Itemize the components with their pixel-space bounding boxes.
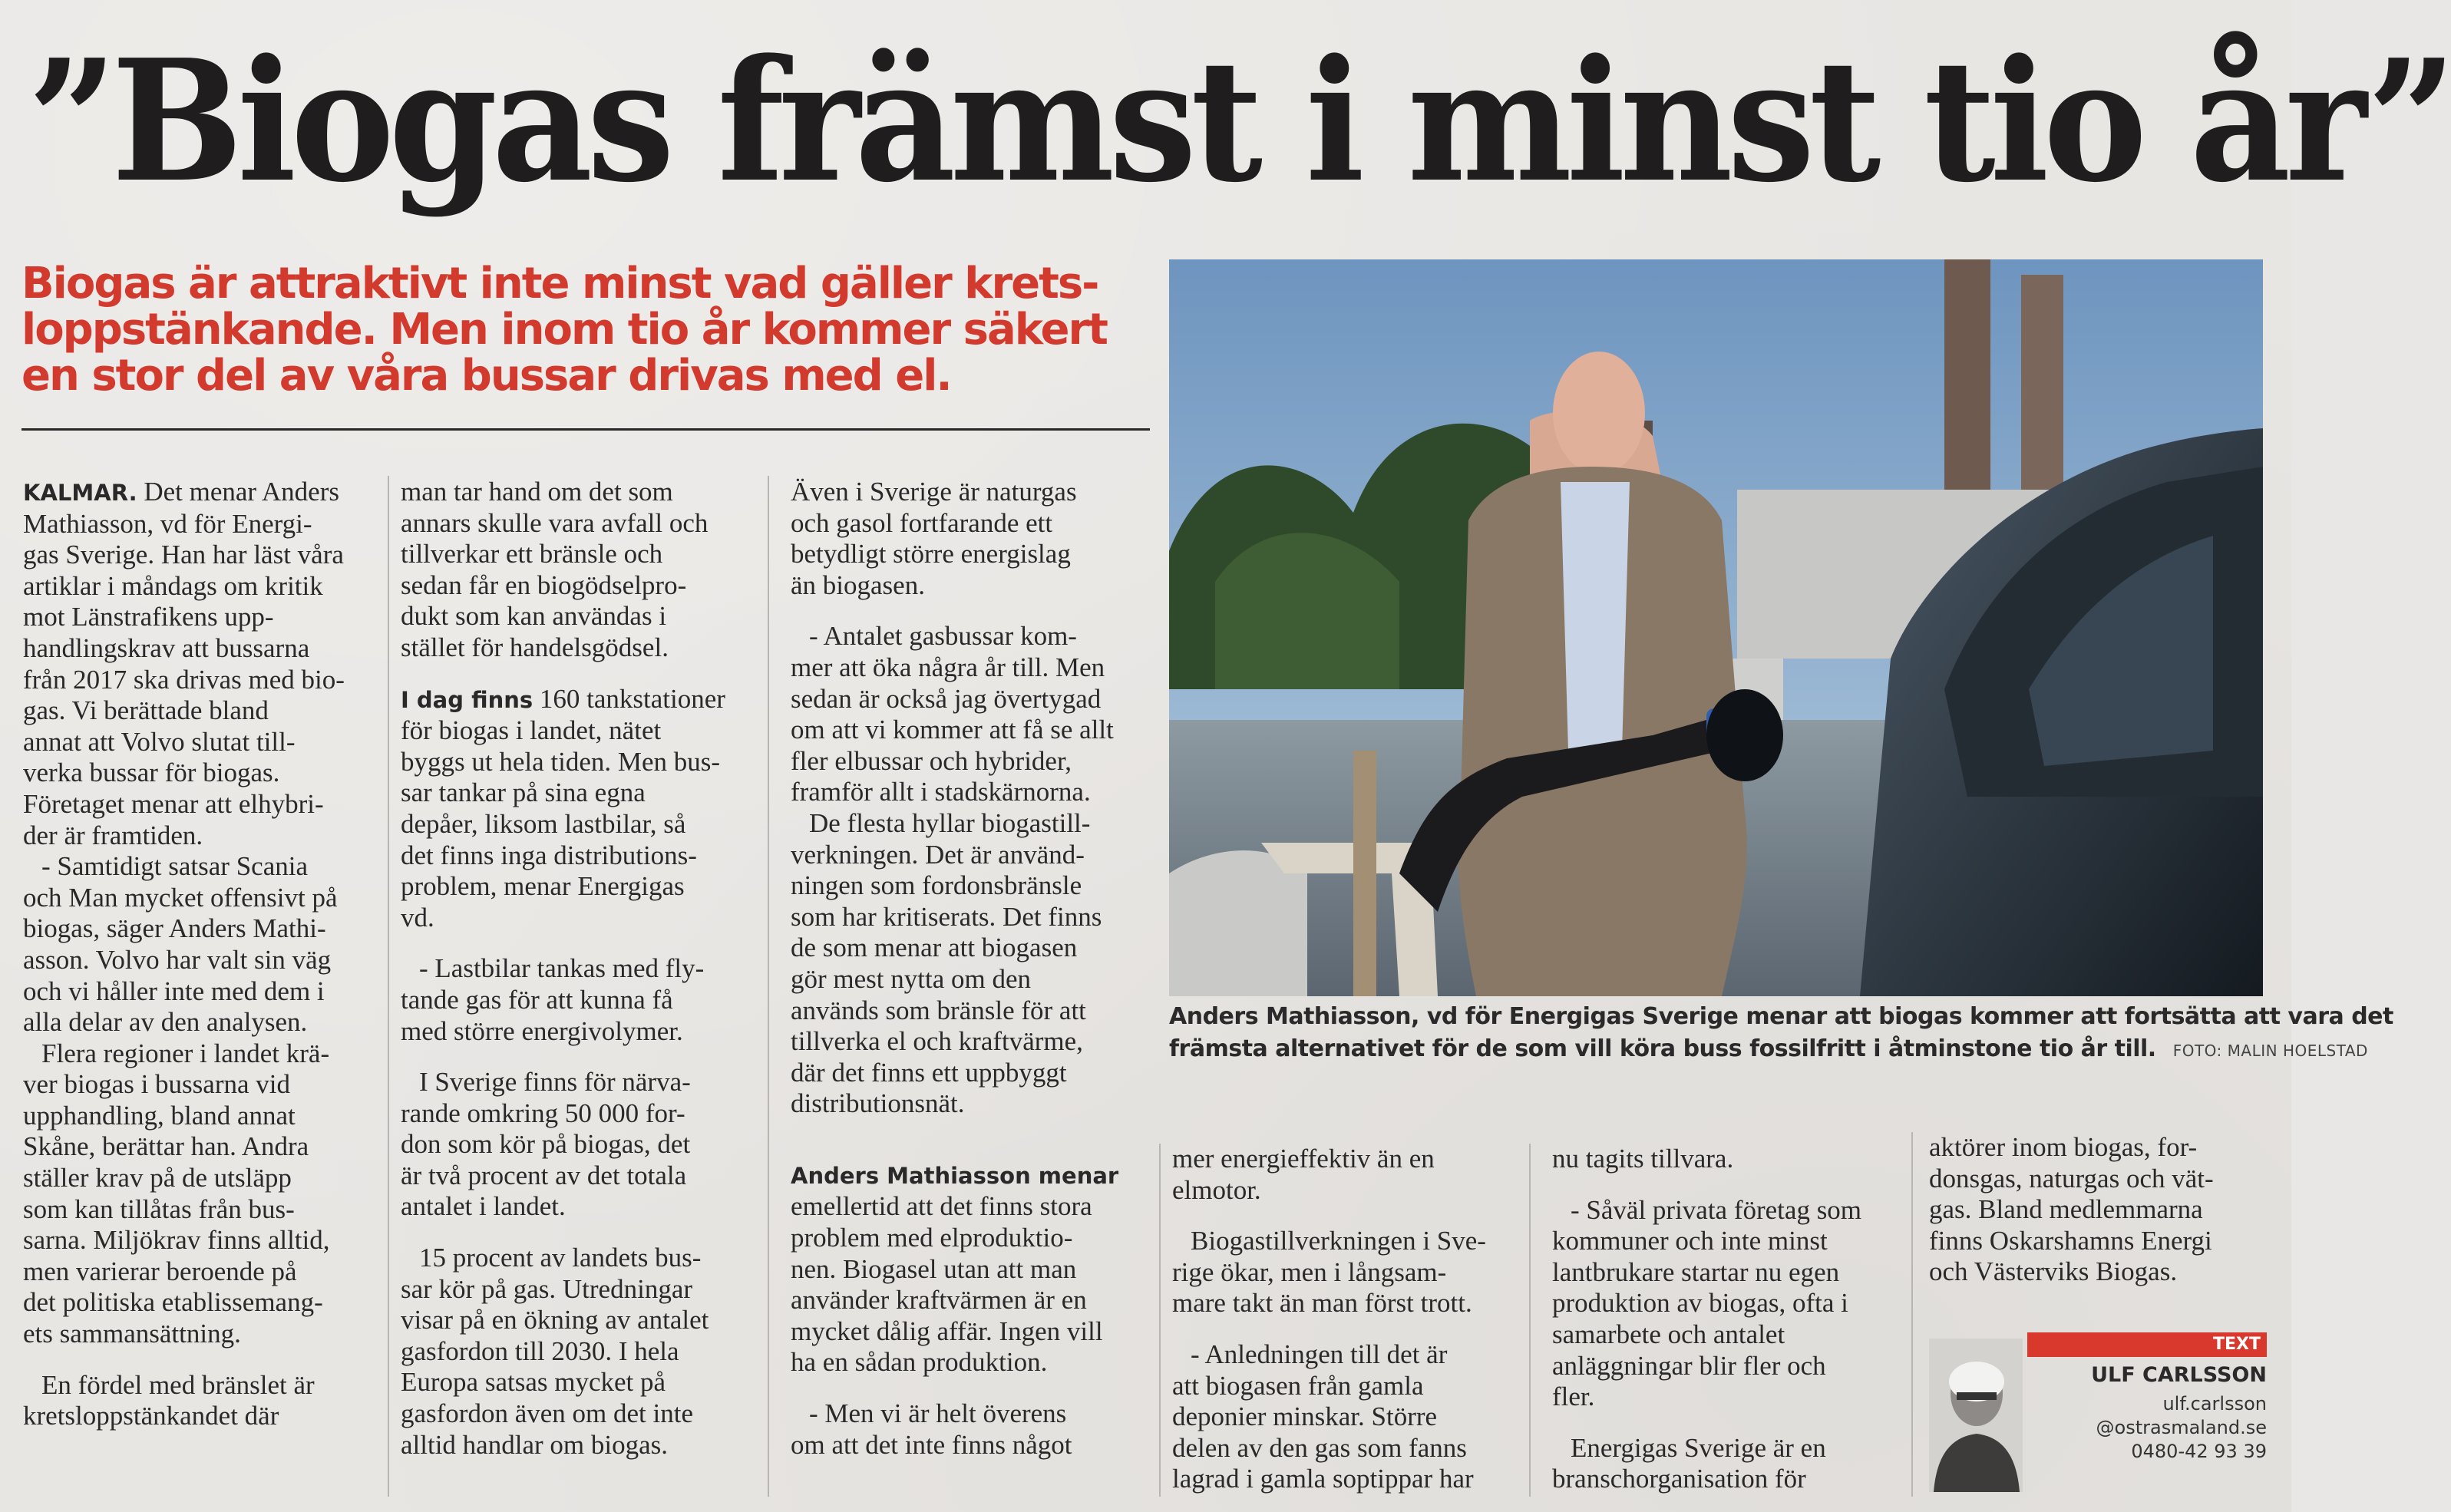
headline: ”Biogas främst i minst tio år” xyxy=(28,23,2451,220)
article-column-2 xyxy=(401,477,755,1461)
article-line: än biogasen. xyxy=(791,569,925,600)
paragraph-gap xyxy=(401,664,755,684)
caption-line-1: Anders Mathiasson, vd för Energigas Sverige menar att biogas kommer att fortsätta att vara det xyxy=(1169,1003,2393,1030)
paragraph-gap xyxy=(791,1120,1153,1140)
article-column-1 xyxy=(23,477,376,1432)
article-line: gör mest nytta om den xyxy=(791,963,1032,994)
article-line: och Västerviks Biogas. xyxy=(1929,1256,2178,1287)
caption-line-2-text: främsta alternativet för de som vill köra buss fossilfritt i åtminstone tio år till. xyxy=(1169,1035,2156,1062)
paragraph-gap xyxy=(401,1047,755,1067)
column-divider xyxy=(1529,1144,1531,1497)
article-line: är två procent av det totala xyxy=(401,1160,687,1190)
subheading-lead: I dag finns xyxy=(401,686,533,713)
article-column-4 xyxy=(1172,1144,1519,1495)
article-line: 15 procent av landets bus- xyxy=(419,1243,702,1273)
article-line: om att det inte finns något xyxy=(791,1429,1072,1460)
author-portrait-illustration xyxy=(1929,1339,2023,1492)
article-line: där det finns ett uppbyggt xyxy=(791,1057,1067,1088)
article-line: används som bränsle för att xyxy=(791,995,1086,1025)
article-column-3 xyxy=(791,477,1153,1461)
article-line: mer att öka några år till. Men xyxy=(791,652,1105,682)
article-column-5 xyxy=(1552,1144,1898,1495)
photo-illustration xyxy=(1169,259,2263,996)
article-line: gas. Vi berättade bland xyxy=(23,695,269,726)
article-line: der är framtiden. xyxy=(23,820,203,850)
author-byline xyxy=(1929,1332,2267,1494)
article-line: sar kör på gas. Utredningar xyxy=(401,1273,693,1304)
author-contact xyxy=(2096,1392,2267,1464)
article-line: Flera regioner i landet krä- xyxy=(41,1038,330,1068)
article-line: produktion av biogas, ofta i xyxy=(1552,1288,1848,1319)
article-line: gasfordon även om det inte xyxy=(401,1398,694,1429)
article-line: och Man mycket offensivt på xyxy=(23,882,338,913)
ingress-divider xyxy=(21,428,1150,431)
photo-credit: FOTO: MALIN HOELSTAD xyxy=(2172,1042,2368,1060)
article-line: det finns inga distributions- xyxy=(401,840,697,870)
article-line: vd. xyxy=(401,902,434,933)
article-line: don som kör på biogas, det xyxy=(401,1129,691,1160)
article-line: Även i Sverige är naturgas xyxy=(791,477,1077,507)
article-line: använder kraftvärmen är en xyxy=(791,1285,1087,1316)
article-line: mycket dålig affär. Ingen vill xyxy=(791,1316,1103,1346)
article-line: De flesta hyllar biogastill- xyxy=(809,807,1091,838)
article-line: lantbrukare startar nu egen xyxy=(1552,1256,1840,1287)
article-line: det politiska etablissemang- xyxy=(23,1287,323,1318)
paragraph-gap xyxy=(1552,1413,1898,1433)
article-line: handlingskrav att bussarna xyxy=(23,632,310,663)
article-line: fler. xyxy=(1552,1382,1595,1412)
article-line: antalet i landet. xyxy=(401,1191,566,1222)
article-line: anläggningar blir fler och xyxy=(1552,1350,1826,1381)
article-line: och vi håller inte med dem i xyxy=(23,976,325,1006)
photo-caption xyxy=(1169,1001,2393,1067)
article-line: man tar hand om det som xyxy=(401,477,673,507)
article-column-6 xyxy=(1929,1132,2272,1288)
ingress xyxy=(21,261,1173,399)
article-line: och gasol fortfarande ett xyxy=(791,507,1053,538)
article-line: sedan är också jag övertygad xyxy=(791,683,1102,714)
article-line: verkningen. Det är använd- xyxy=(791,839,1085,870)
article-line: kretsloppstänkandet där xyxy=(23,1401,279,1431)
article-line: rige ökar, men i långsam- xyxy=(1172,1256,1447,1287)
article-line: distributionsnät. xyxy=(791,1088,965,1119)
article-line: mot Länstrafikens upp- xyxy=(23,602,274,632)
column-divider xyxy=(1911,1132,1913,1497)
article-line: tande gas för att kunna få xyxy=(401,984,673,1015)
article-line: fler elbussar och hybrider, xyxy=(791,745,1072,776)
paragraph-gap xyxy=(401,1223,755,1243)
article-line: nen. Biogasel utan att man xyxy=(791,1253,1077,1284)
article-line: En fördel med bränslet är xyxy=(41,1369,315,1400)
article-line: byggs ut hela tiden. Men bus- xyxy=(401,746,721,777)
article-line: branschorganisation för xyxy=(1552,1464,1806,1494)
article-line: Mathiasson, vd för Energi- xyxy=(23,508,312,539)
article-line: delen av den gas som fanns xyxy=(1172,1432,1467,1463)
subheading-lead: Anders Mathiasson menar xyxy=(791,1162,1119,1189)
author-email-domain: @ostrasmaland.se xyxy=(2096,1417,2267,1438)
byline-label: TEXT xyxy=(2027,1332,2267,1357)
article-line: asson. Volvo har valt sin väg xyxy=(23,944,332,975)
article-line: annars skulle vara avfall och xyxy=(401,507,709,538)
article-line: tillverka el och kraftvärme, xyxy=(791,1026,1083,1057)
article-line: gas Sverige. Han har läst våra xyxy=(23,540,344,570)
article-line: Biogastillverkningen i Sve- xyxy=(1191,1226,1486,1256)
article-line: - Såväl privata företag som xyxy=(1571,1194,1862,1225)
article-line xyxy=(791,1160,1153,1192)
article-line: kommuner och inte minst xyxy=(1552,1226,1828,1256)
article-line-text: Det menar Anders xyxy=(137,477,339,507)
article-line: om att vi kommer att få se allt xyxy=(791,715,1114,745)
article-line: sar tankar på sina egna xyxy=(401,777,646,808)
article-line: sedan får en biogödselpro- xyxy=(401,569,687,600)
article-line: depåer, liksom lastbilar, så xyxy=(401,808,686,839)
author-name: ULF CARLSSON xyxy=(2091,1363,2267,1387)
article-line xyxy=(401,684,755,716)
article-line: sarna. Miljökrav finns alltid, xyxy=(23,1225,330,1256)
article-line: - Anledningen till det är xyxy=(1191,1339,1448,1369)
article-line: visar på en ökning av antalet xyxy=(401,1305,709,1335)
article-line: verka bussar för biogas. xyxy=(23,758,280,788)
article-line-text: 160 tankstationer xyxy=(533,683,725,714)
article-line: biogas, säger Anders Mathi- xyxy=(23,913,326,944)
article-line: ningen som fordonsbränsle xyxy=(791,870,1082,901)
article-line: alltid handlar om biogas. xyxy=(401,1429,668,1460)
article-line: men varierar beroende på xyxy=(23,1256,297,1286)
ingress-line: Biogas är attraktivt inte minst vad gäller krets- xyxy=(21,259,1098,309)
article-line: samarbete och antalet xyxy=(1552,1319,1785,1349)
article-line: dukt som kan användas i xyxy=(401,601,667,632)
article-line: rande omkring 50 000 for- xyxy=(401,1098,685,1128)
article-line: med större energivolymer. xyxy=(401,1015,683,1046)
article-line: stället för handelsgödsel. xyxy=(401,632,669,662)
article-line: deponier minskar. Större xyxy=(1172,1401,1438,1432)
caption-line-2 xyxy=(1169,1033,2368,1067)
article-line: problem, menar Energigas xyxy=(401,871,685,902)
author-portrait xyxy=(1929,1339,2023,1492)
article-photo xyxy=(1169,259,2263,996)
article-line: nu tagits tillvara. xyxy=(1552,1144,1734,1174)
author-phone: 0480-42 93 39 xyxy=(2131,1441,2267,1462)
article-line: som har kritiserats. Det finns xyxy=(791,901,1102,932)
article-line: för biogas i landet, nätet xyxy=(401,715,662,746)
column-divider xyxy=(1159,1144,1161,1497)
article-line: alla delar av den analysen. xyxy=(23,1007,308,1038)
article-line: finns Oskarshamns Energi xyxy=(1929,1225,2212,1256)
article-line xyxy=(23,477,376,509)
article-line: annat att Volvo slutat till- xyxy=(23,726,296,757)
article-line: som kan tillåtas från bus- xyxy=(23,1193,295,1224)
paragraph-gap xyxy=(1552,1175,1898,1195)
article-line: tillverkar ett bränsle och xyxy=(401,539,663,569)
article-line: mer energieffektiv än en xyxy=(1172,1144,1435,1174)
ingress-line: en stor del av våra bussar drivas med el. xyxy=(21,351,951,401)
article-line: betydligt större energislag xyxy=(791,539,1071,569)
dateline: KALMAR. xyxy=(23,480,137,506)
paragraph-gap xyxy=(401,933,755,953)
column-divider xyxy=(388,476,389,1497)
article-line: lagrad i gamla soptippar har xyxy=(1172,1464,1474,1494)
article-line: Skåne, berättar han. Andra xyxy=(23,1131,309,1162)
paragraph-gap xyxy=(791,1140,1153,1160)
paragraph-gap xyxy=(791,1378,1153,1398)
column-divider xyxy=(768,476,769,1497)
article-line: emellertid att det finns stora xyxy=(791,1191,1092,1222)
article-line: de som menar att biogasen xyxy=(791,933,1078,963)
ingress-line: loppstänkande. Men inom tio år kommer säkert xyxy=(21,305,1107,355)
article-line: - Men vi är helt överens xyxy=(809,1398,1067,1429)
article-line: ha en sådan produktion. xyxy=(791,1347,1048,1378)
article-line: - Antalet gasbussar kom- xyxy=(809,621,1077,652)
article-line: gasfordon till 2030. I hela xyxy=(401,1335,679,1366)
article-line: elmotor. xyxy=(1172,1174,1261,1205)
article-line: gas. Bland medlemmarna xyxy=(1929,1194,2203,1225)
paragraph-gap xyxy=(23,1350,376,1370)
article-line: framför allt i stadskärnorna. xyxy=(791,777,1091,807)
article-line: Energigas Sverige är en xyxy=(1571,1432,1826,1463)
article-line: ets sammansättning. xyxy=(23,1319,241,1349)
article-line: att biogasen från gamla xyxy=(1172,1370,1424,1401)
article-line: artiklar i måndags om kritik xyxy=(23,570,323,601)
paragraph-gap xyxy=(1172,1206,1519,1226)
article-line: Företaget menar att elhybri- xyxy=(23,788,324,819)
paragraph-gap xyxy=(791,601,1153,621)
article-line: I Sverige finns för närva- xyxy=(419,1067,691,1098)
article-line: - Lastbilar tankas med fly- xyxy=(419,953,705,984)
author-email-user: ulf.carlsson xyxy=(2162,1393,2267,1415)
article-line: ver biogas i bussarna vid xyxy=(23,1069,290,1100)
article-line: upphandling, bland annat xyxy=(23,1100,296,1131)
article-line: - Samtidigt satsar Scania xyxy=(41,851,309,882)
article-line: donsgas, naturgas och vät- xyxy=(1929,1163,2214,1193)
article-line: från 2017 ska drivas med bio- xyxy=(23,664,345,695)
paragraph-gap xyxy=(1172,1319,1519,1339)
article-line: Europa satsas mycket på xyxy=(401,1367,666,1398)
article-line: ställer krav på de utsläpp xyxy=(23,1163,292,1193)
article-line: problem med elproduktio- xyxy=(791,1223,1073,1253)
article-line: mare takt än man först trott. xyxy=(1172,1288,1472,1319)
article-line: aktörer inom biogas, for- xyxy=(1929,1132,2198,1162)
